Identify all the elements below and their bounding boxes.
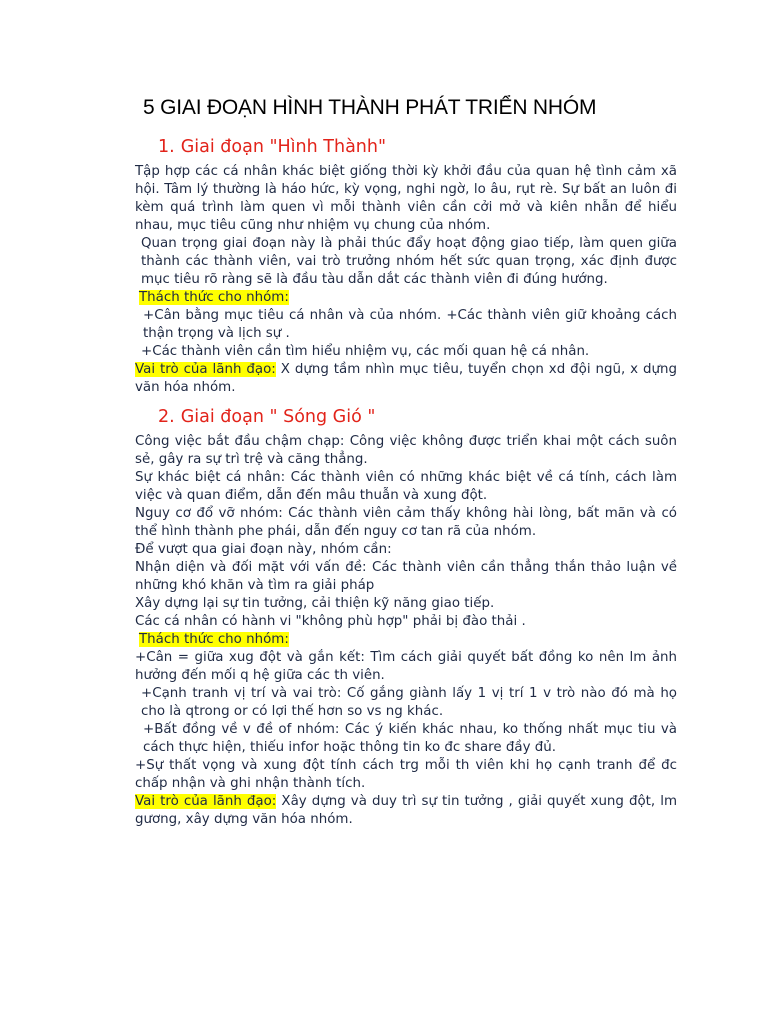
section-1-challenge-label-line	[135, 289, 677, 307]
section-2-challenge-label-line	[135, 631, 677, 649]
document-title: 5 GIAI ĐOẠN HÌNH THÀNH PHÁT TRIỂN NHÓM	[143, 96, 597, 119]
section-1-leader-label: Vai trò của lãnh đạo:	[135, 362, 276, 377]
section-2-paragraph-3: Nguy cơ đổ vỡ nhóm: Các thành viên cảm thấy không hài lòng, bất mãn và có thể hình thành phe phái, dẫn đến nguy cơ tan rã của nhóm.	[135, 506, 677, 539]
section-2-paragraph-4: Để vượt qua giai đoạn này, nhóm cần:	[135, 542, 392, 557]
section-1-leader-line	[135, 361, 677, 397]
section-2-challenge-1: +Cân = giữa xug đột và gắn kết: Tìm cách giải quyết bất đồng ko nên lm ảnh hưởng đến mối q hệ giữa các th viên.	[135, 650, 677, 683]
section-2-number: 2.	[158, 407, 175, 427]
section-1-challenge-1: +Cân bằng mục tiêu cá nhân và của nhóm. +Các thành viên giữ khoảng cách thận trọng và lịch sự .	[143, 308, 677, 341]
section-2-paragraph-5: Nhận diện và đối mặt với vấn đề: Các thành viên cần thẳng thắn thảo luận về những khó khăn và tìm ra giải pháp	[135, 560, 677, 593]
section-2-challenge-2: +Cạnh tranh vị trí và vai trò: Cố gắng giành lấy 1 vị trí 1 v trò nào đó mà họ cho là qtrong or có lợi thế hơn so vs ng khác.	[141, 686, 677, 719]
section-1-leader-text: X dựng tầm nhìn mục tiêu, tuyển chọn xd đội ngũ, x dựng văn hóa nhóm.	[135, 362, 678, 395]
section-2-leader-line	[135, 793, 677, 829]
section-2-challenge-4: +Sự thất vọng và xung đột tính cách trg mỗi th viên khi họ cạnh tranh để đc chấp nhận và ghi nhận thành tích.	[135, 758, 677, 791]
section-1-challenge-label: Thách thức cho nhóm:	[139, 290, 289, 305]
section-2-paragraph-1: Công việc bắt đầu chậm chạp: Công việc không được triển khai một cách suôn sẻ, gây ra sự trì trệ và căng thẳng.	[135, 434, 677, 467]
section-1-paragraph-2: Quan trọng giai đoạn này là phải thúc đẩy hoạt động giao tiếp, làm quen giữa thành các thành viên, vai trò trưởng nhóm hết sức quan trọng, xác định được mục tiêu rõ ràng sẽ là đầu tàu dẫn dắt các thành viên đi đúng hướng.	[141, 236, 677, 287]
section-2-heading-text: Giai đoạn " Sóng Gió "	[180, 407, 376, 427]
section-2-challenge-label: Thách thức cho nhóm:	[139, 632, 289, 647]
section-2-paragraph-7: Các cá nhân có hành vi "không phù hợp" phải bị đào thải .	[135, 614, 526, 629]
section-1-heading-text: Giai đoạn "Hình Thành"	[180, 137, 387, 157]
section-1-challenge-2: +Các thành viên cần tìm hiểu nhiệm vụ, các mối quan hệ cá nhân.	[141, 344, 590, 359]
section-2-paragraph-2: Sự khác biệt cá nhân: Các thành viên có những khác biệt về cá tính, cách làm việc và quan điểm, dẫn đến mâu thuẫn và xung đột.	[135, 470, 677, 503]
document-body	[135, 135, 677, 829]
section-1-heading	[158, 135, 677, 159]
section-2-leader-label: Vai trò của lãnh đạo:	[135, 794, 277, 809]
section-2-heading	[158, 405, 677, 429]
section-2-leader-text: Xây dựng và duy trì sự tin tưởng , giải quyết xung đột, lm gương, xây dựng văn hóa nhóm.	[135, 794, 678, 827]
section-1-paragraph-1: Tập hợp các cá nhân khác biệt giống thời kỳ khởi đầu của quan hệ tình cảm xã hội. Tâm lý thường là háo hức, kỳ vọng, nghi ngờ, lo âu, rụt rè. Sự bất an luôn đi kèm quá trình làm quen vì mỗi thành viên cần cởi mở và kiên nhẫn để hiểu nhau, mục tiêu cũng như nhiệm vụ chung của nhóm.	[135, 164, 677, 233]
section-2-challenge-3: +Bất đồng về v đề of nhóm: Các ý kiến khác nhau, ko thống nhất mục tiu và cách thực hiện, thiếu infor hoặc thông tin ko đc share đầy đủ.	[143, 722, 677, 755]
section-1-number: 1.	[158, 137, 175, 157]
section-2-paragraph-6: Xây dựng lại sự tin tưởng, cải thiện kỹ năng giao tiếp.	[135, 596, 495, 611]
